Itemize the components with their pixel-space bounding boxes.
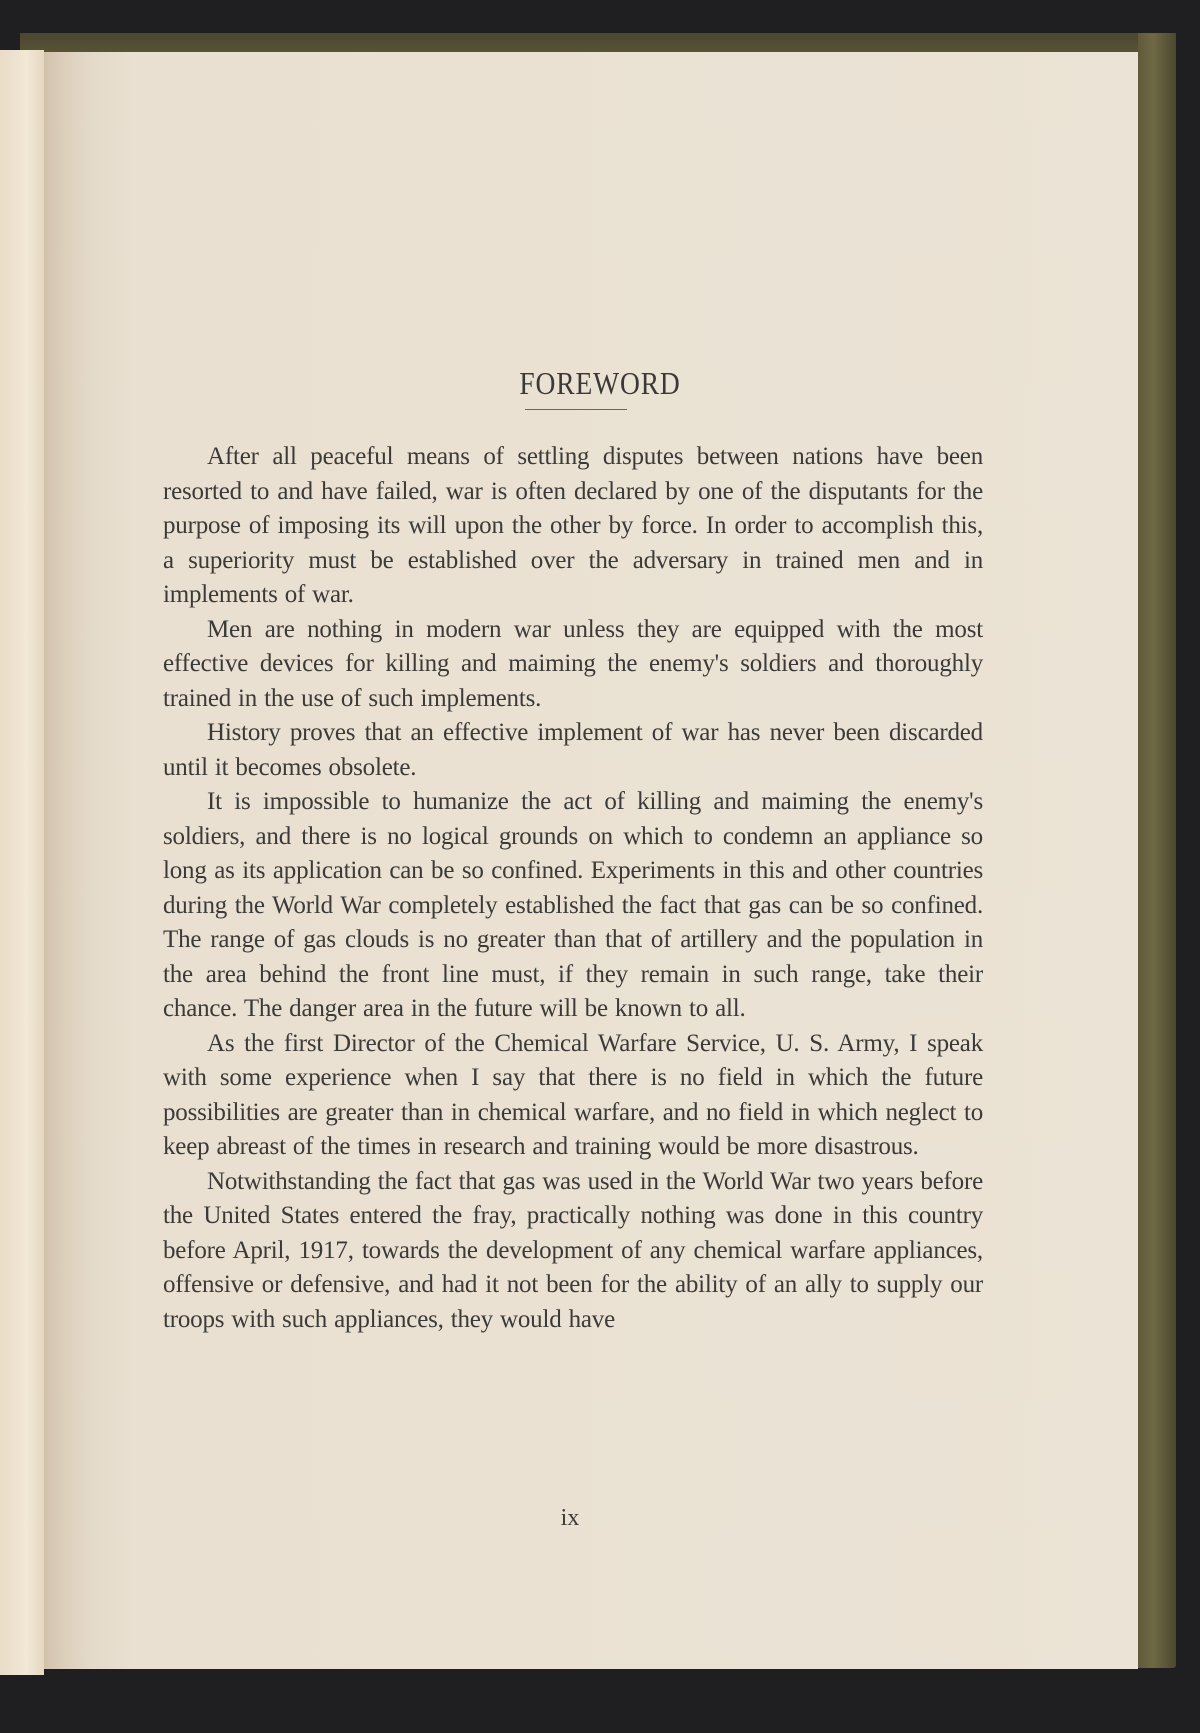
paragraph: History proves that an effective implement of war has never been discarded until it becomes obsolete. (163, 719, 983, 781)
facing-page-edge (0, 50, 44, 1675)
page-title: FOREWORD (519, 365, 681, 402)
book-cover-right-edge (1138, 33, 1176, 1668)
paragraph: Men are nothing in modern war unless they are equipped with the most effective devices for killing and maiming the enemy's soldiers and thoroughly trained in the use of such implements. (163, 615, 983, 712)
title-divider (525, 409, 627, 410)
paragraph: Notwithstanding the fact that gas was used in the World War two years before the United States entered the fray, practically nothing was done in this country before April, 1917, towards the development of any chemical warfare appliances, offensive or defensive, and had it not been for the ability of an ally to supply our troops with such appliances, they would have (163, 1167, 983, 1333)
foreword-body (163, 440, 983, 1337)
paragraph: After all peaceful means of settling disputes between nations have been resorted to and have failed, war is often declared by one of the disputants for the purpose of imposing its will upon the other by force. In order to accomplish this, a superiority must be established over the adversary in trained men and in implements of war. (163, 443, 983, 608)
page-number: ix (560, 1505, 580, 1531)
paragraph: As the first Director of the Chemical Warfare Service, U. S. Army, I speak with some experience when I say that there is no field in which the future possibilities are greater than in chemical warfare, and no field in which neglect to keep abreast of the times in research and training would be more disastrous. (163, 1029, 983, 1160)
paragraph: It is impossible to humanize the act of killing and maiming the enemy's soldiers, and there is no logical grounds on which to condemn an appliance so long as its application can be so confined. Experiments in this and other countries during the World War completely established the fact that gas can be so confined. The range of gas clouds is no greater than that of artillery and the population in the area behind the front line must, if they remain in such range, take their chance. The danger area in the future will be known to all. (163, 788, 983, 1022)
